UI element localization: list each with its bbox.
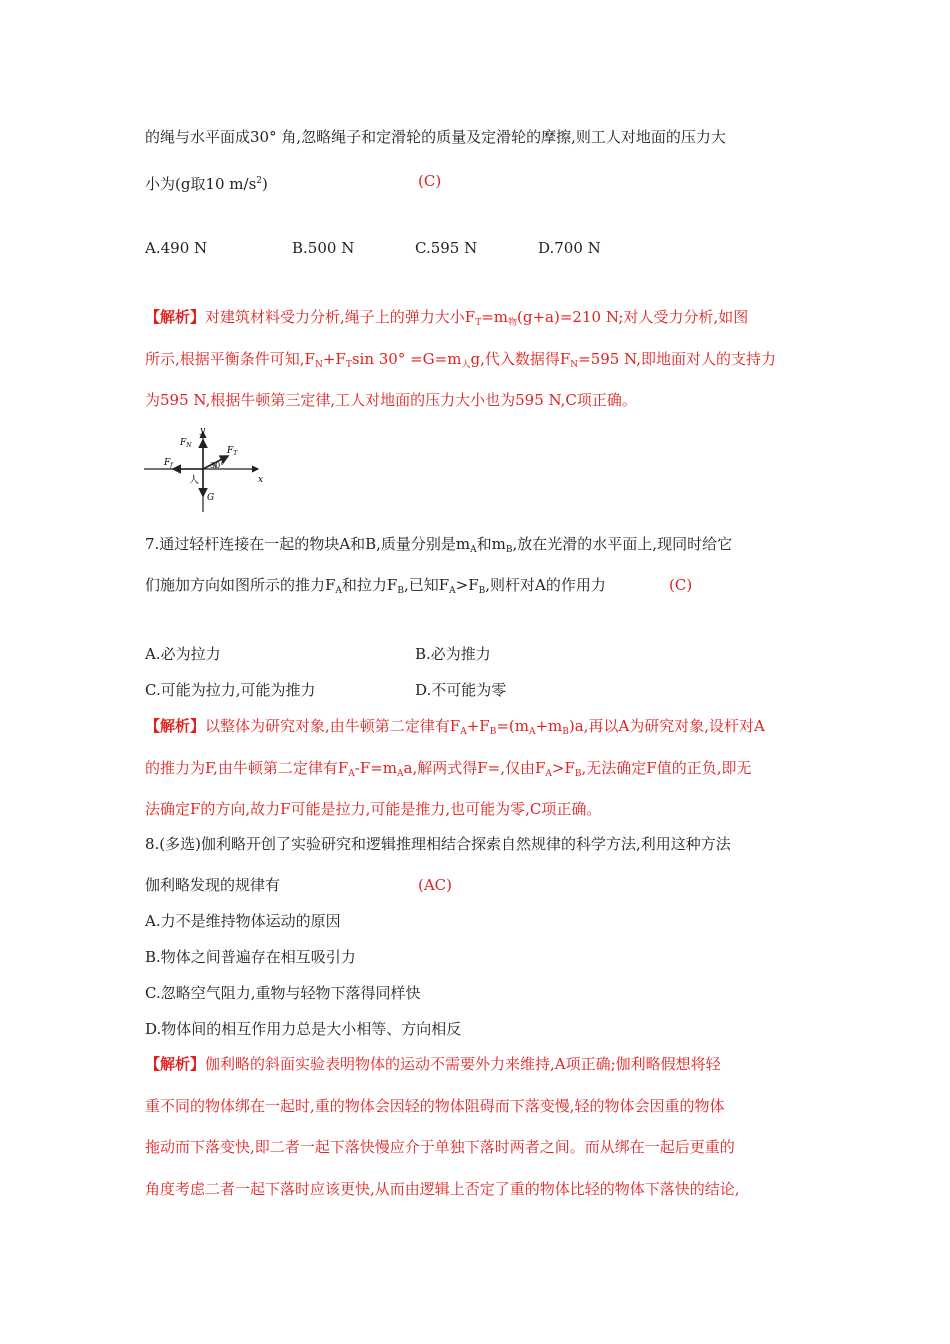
q7-option-c: C.可能为拉力,可能为推力: [145, 681, 316, 699]
q6-stem-line2: 小为(g取10 $m/s^2$): [145, 175, 268, 193]
q7-stem-line2: 们施加方向如图所示的推力$F_A$和拉力$F_B$,已知$F_A>F_B$,则杆对A的作用力: [145, 576, 606, 596]
q6-option-b: B.500 N: [292, 239, 355, 257]
q6-analysis-line1: 【解析】对建筑材料受力分析,绳子上的弹力大小$F_T=m_物(g+a)=210$ N;对人受力分析,如图: [145, 308, 749, 328]
person-label: 人: [189, 475, 199, 486]
q8-answer: (AC): [418, 876, 453, 894]
q6-option-a: A.490 N: [145, 239, 208, 257]
g-label: G: [207, 493, 215, 503]
q8-stem-line1: 8.(多选)伽利略开创了实验研究和逻辑推理相结合探索自然规律的科学方法,利用这种方法: [145, 835, 731, 853]
q7-answer: (C): [669, 576, 693, 594]
q7-option-b: B.必为推力: [415, 645, 491, 663]
q8-option-d: D.物体间的相互作用力总是大小相等、方向相反: [145, 1020, 462, 1038]
q8-analysis-line1: 【解析】伽利略的斜面实验表明物体的运动不需要外力来维持,A项正确;伽利略假想将轻: [145, 1055, 721, 1073]
q7-option-a: A.必为拉力: [145, 645, 221, 663]
q6-answer: (C): [418, 172, 442, 190]
fn-label: $F_N$: [180, 438, 192, 449]
q8-analysis-line3: 拖动而下落变快,即二者一起下落快慢应介于单独下落时两者之间。而从绑在一起后更重的: [145, 1138, 735, 1156]
q7-option-d: D.不可能为零: [415, 681, 507, 699]
q6-analysis-line2: 所示,根据平衡条件可知$,F_N+F_T\sin$ $30^\circ =G=m_人g$,代入数据得$F_N=595$ N,即地面对人的支持力: [145, 350, 777, 370]
q7-stem-line1: 7.通过轻杆连接在一起的物块A和B,质量分别是$m_A$和$m_B$,放在光滑的水平面上,现同时给它: [145, 535, 733, 555]
y-label: y: [200, 426, 206, 436]
analysis-tag: 【解析】: [145, 308, 206, 326]
force-diagram: [140, 420, 270, 520]
q8-analysis-line4: 角度考虑二者一起下落时应该更快,从而由逻辑上否定了重的物体比轻的物体下落快的结论,: [145, 1180, 740, 1198]
analysis-tag: 【解析】: [145, 717, 206, 735]
q8-analysis-line2: 重不同的物体绑在一起时,重的物体会因轻的物体阻碍而下落变慢,轻的物体会因重的物体: [145, 1097, 725, 1115]
q7-analysis-line2: 的推力为F,由牛顿第二定律有$F_A-F=m_Aa$,解两式得F=,仅由$F_A>F_B$,无法确定F值的正负,即无: [145, 759, 752, 779]
q8-option-c: C.忽略空气阻力,重物与轻物下落得同样快: [145, 984, 421, 1002]
q6-analysis-line3: 为595 N,根据牛顿第三定律,工人对地面的压力大小也为595 N,C项正确。: [145, 391, 637, 409]
q6-option-c: C.595 N: [415, 239, 478, 257]
analysis-tag: 【解析】: [145, 1055, 206, 1073]
ft-label: $F_T$: [227, 446, 238, 457]
ff-label: $F_f$: [164, 458, 173, 469]
q7-analysis-line1: 【解析】以整体为研究对象,由牛顿第二定律有$F_A+F_B=(m_A+m_B)a$,再以A为研究对象,设杆对A: [145, 717, 765, 737]
angle-label: 30°: [210, 461, 225, 470]
q8-stem-line2: 伽利略发现的规律有: [145, 876, 281, 894]
q8-option-b: B.物体之间普遍存在相互吸引力: [145, 948, 356, 966]
q7-analysis-line3: 法确定F的方向,故力F可能是拉力,可能是推力,也可能为零,C项正确。: [145, 800, 602, 818]
q8-option-a: A.力不是维持物体运动的原因: [145, 912, 341, 930]
x-label: x: [258, 475, 264, 485]
q6-option-d: D.700 N: [538, 239, 601, 257]
q6-stem-line1: 的绳与水平面成30° 角,忽略绳子和定滑轮的质量及定滑轮的摩擦,则工人对地面的压力大: [145, 128, 726, 146]
